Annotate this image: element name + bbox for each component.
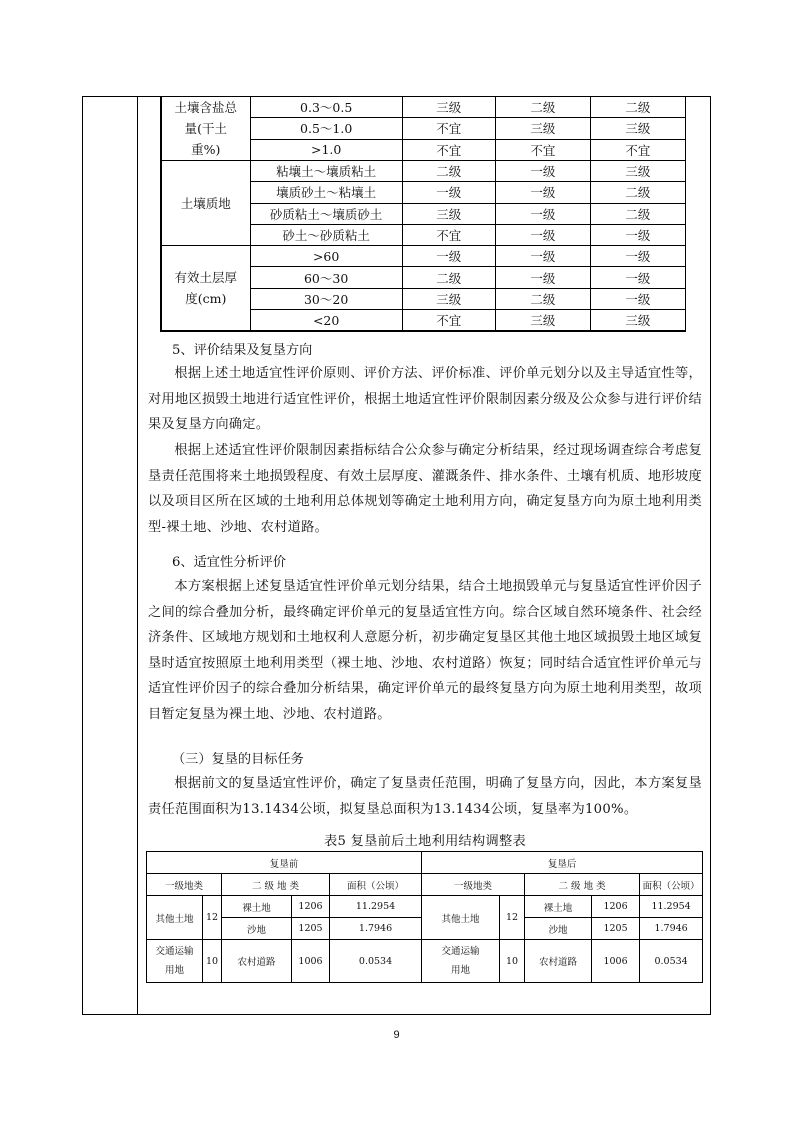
level2-code: 1205 [292,918,330,940]
body-paragraph: 根据上述土地适宜性评价原则、评价方法、评价标准、评价单元划分以及主导适宜性等，对用地区损毁土地进行适宜性评价，根据土地适宜性评价限制因素分级及公众参与进行评价结果及复垦方向确定。 [148,366,702,432]
range-cell: 0.5～1.0 [250,118,402,139]
section-heading: 5、评价结果及复垦方向 [172,343,313,358]
grade-cell: 三级 [402,203,495,224]
grade-cell: 不宜 [590,139,685,160]
grade-cell: 一级 [590,288,685,309]
level2-code: 1006 [592,940,640,983]
grade-cell: 一级 [590,224,685,245]
level1-name: 其他土地 [147,896,203,940]
grade-cell: 一级 [402,182,495,203]
level2-code: 1206 [292,896,330,918]
grade-cell: 二级 [590,182,685,203]
category-line: 有效土层厚 [174,270,238,286]
level2-name: 沙地 [525,918,592,940]
body-paragraph: 根据上述适宜性评价限制因素指标结合公众参与确定分析结果，经过现场调查综合考虑复垦责任范围将来土地损毁程度、有效土层厚度、灌溉条件、排水条件、土壤有机质、地形坡度以及项目区所在区域的土地利用总体规划等确定土地利用方向，确定复垦方向为原土地利用类型-裸土地、沙地、农村道路。 [148,443,702,535]
level2-name: 沙地 [222,918,292,940]
category-line: 重%) [191,142,221,157]
grade-cell: 二级 [402,161,495,182]
table-header-row [147,874,703,896]
section-heading: 6、适宜性分析评价 [172,555,286,570]
level1-name-line: 交通运输 [155,946,194,957]
grade-cell: 一级 [495,203,590,224]
level2-name: 裸土地 [525,896,592,918]
header-level2: 二 级 地 类 [222,874,330,896]
table-row [161,246,686,267]
level1-name [147,940,203,983]
category-line: 量(干土 [184,121,227,136]
level2-code: 1006 [292,940,330,983]
category-cell [161,97,250,161]
category-line: 土壤质地 [180,195,231,211]
range-cell: 砂土～砂质粘土 [250,224,402,245]
range-cell: 砂质粘土～壤质砂土 [250,203,402,224]
category-cell [161,246,250,332]
area-value: 1.7946 [640,918,703,940]
area-value: 1.7946 [330,918,422,940]
grade-cell: 不宜 [402,224,495,245]
level1-code: 12 [203,896,222,940]
range-cell: 粘壤土～壤质粘土 [250,161,402,182]
grade-cell: 二级 [590,97,685,118]
grade-cell: 三级 [590,161,685,182]
category-line: 度(cm) [185,291,227,307]
range-cell: >60 [250,246,402,267]
grade-cell: 不宜 [402,139,495,160]
area-value: 0.0534 [640,940,703,983]
table-row [161,97,686,118]
grade-cell: 三级 [495,118,590,139]
land-use-adjustment-table [146,851,703,983]
grade-cell: 一级 [495,246,590,267]
level2-name: 农村道路 [525,940,592,983]
grade-cell: 一级 [495,161,590,182]
body-paragraph: 本方案根据上述复垦适宜性评价单元划分结果，结合土地损毁单元与复垦适宜性评价因子之间的综合叠加分析，最终确定评价单元的复垦适宜性方向。综合区域自然环境条件、社会经济条件、区域地方规划和土地权利人意愿分析，初步确定复垦区其他土地区域损毁土地区域复垦时适宜按照原土地利用类型（裸土地、沙地、农村道路）恢复；同时结合适宜性评价单元与适宜性评价因子的综合叠加分析结果，确定评价单元的最终复垦方向为原土地利用类型，故项目暂定复垦为裸土地、沙地、农村道路。 [148,579,702,722]
range-cell: <20 [250,310,402,332]
table-row [147,940,703,983]
level2-code: 1205 [592,918,640,940]
grade-cell: 一级 [495,182,590,203]
header-area: 面积（公顷） [330,874,422,896]
level2-name: 裸土地 [222,896,292,918]
area-value: 11.2954 [330,896,422,918]
level2-name: 农村道路 [222,940,292,983]
section-heading: （三）复垦的目标任务 [172,752,304,767]
grade-cell: 一级 [495,267,590,288]
range-cell: 30～20 [250,288,402,309]
range-cell: 壤质砂土～粘壤土 [250,182,402,203]
range-cell: 60～30 [250,267,402,288]
table-row [147,896,703,918]
header-before: 复垦前 [147,852,422,874]
area-value: 11.2954 [640,896,703,918]
level1-name-line: 交通运输 [441,946,480,957]
table-row [161,161,686,182]
grade-cell: 三级 [590,310,685,332]
grade-cell: 不宜 [495,139,590,160]
level1-name: 其他土地 [422,896,500,940]
grade-cell: 一级 [590,246,685,267]
level1-name [422,940,500,983]
grade-cell: 三级 [402,288,495,309]
header-after: 复垦后 [422,852,703,874]
level1-name-line: 用地 [451,965,471,976]
grade-cell: 不宜 [402,118,495,139]
header-level2: 二 级 地 类 [525,874,640,896]
grade-cell: 一级 [495,224,590,245]
header-level1: 一级地类 [422,874,525,896]
header-level1: 一级地类 [147,874,222,896]
suitability-criteria-table [160,96,686,332]
body-paragraph: 根据前文的复垦适宜性评价，确定了复垦责任范围，明确了复垦方向，因此，本方案复垦责任范围面积为13.1434公顷，拟复垦总面积为13.1434公顷，复垦率为100%。 [148,776,702,817]
range-cell: 0.3～0.5 [250,97,402,118]
level1-code: 12 [500,896,525,940]
table-header-row [147,852,703,874]
grade-cell: 一级 [402,246,495,267]
area-value: 0.0534 [330,940,422,983]
table-title: 表5 复垦前后土地利用结构调整表 [323,834,526,849]
level1-name-line: 用地 [164,965,184,976]
level2-code: 1206 [592,896,640,918]
header-area: 面积（公顷） [640,874,703,896]
range-cell: >1.0 [250,139,402,160]
grade-cell: 三级 [495,310,590,332]
grade-cell: 二级 [402,267,495,288]
page-number: 9 [393,1029,400,1041]
level1-code: 10 [500,940,525,983]
grade-cell: 二级 [590,203,685,224]
frame-column-divider [137,96,138,1015]
grade-cell: 不宜 [402,310,495,332]
level1-code: 10 [203,940,222,983]
grade-cell: 一级 [590,267,685,288]
grade-cell: 二级 [495,288,590,309]
grade-cell: 二级 [495,97,590,118]
category-cell [161,161,250,246]
grade-cell: 三级 [590,118,685,139]
grade-cell: 三级 [402,97,495,118]
category-line: 土壤含盐总 [174,100,238,115]
